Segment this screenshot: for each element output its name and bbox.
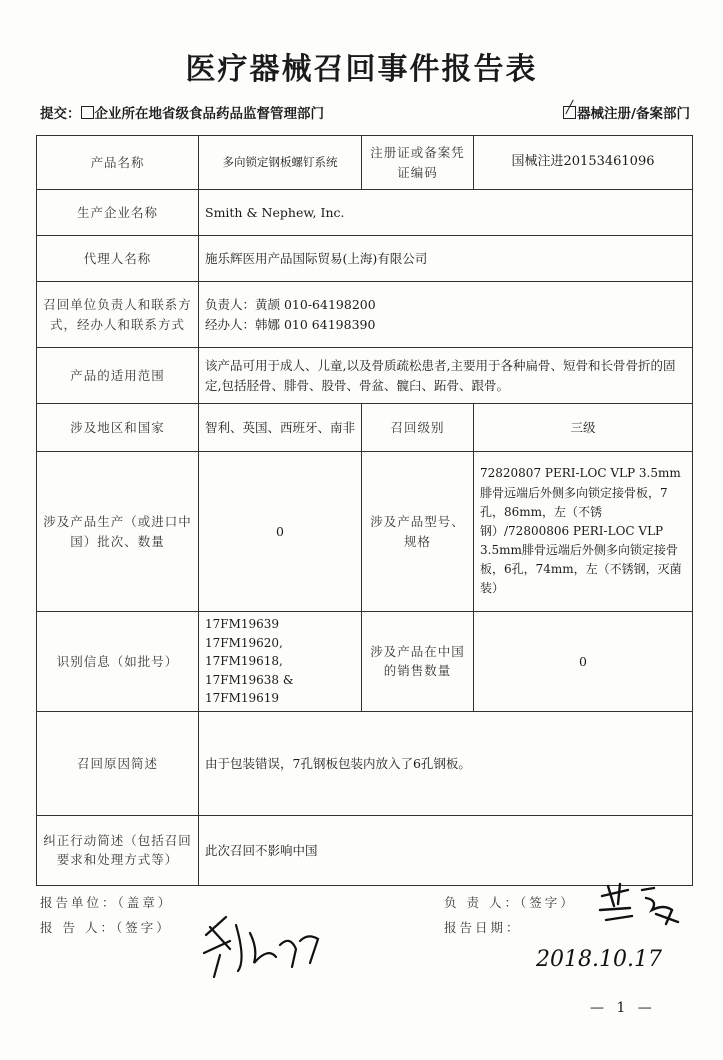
batch-label: 涉及产品生产（或进口中国）批次、数量: [37, 452, 199, 612]
product-name-label: 产品名称: [37, 136, 199, 190]
registration-value: 国械注进20153461096: [474, 136, 693, 190]
contact-handler: 经办人：韩娜 010 64198390: [205, 316, 376, 332]
handwritten-date-image: [530, 930, 670, 990]
submit-option-registration-wrap: [563, 102, 690, 122]
reason-value: 由于包装错误，7孔钢板包装内放入了6孔钢板。: [199, 711, 693, 815]
batch-value: 0: [199, 452, 362, 612]
report-date-label: 报告日期：: [444, 920, 522, 935]
recall-level-value: 三级: [474, 404, 693, 452]
agent-value: 施乐辉医用产品国际贸易(上海)有限公司: [199, 236, 693, 282]
recall-report-table: [36, 135, 693, 886]
scope-label: 产品的适用范围: [37, 348, 199, 404]
submit-option-registration: 器械注册/备案部门: [577, 106, 690, 122]
identification-value: 17FM19639 17FM19620, 17FM19618, 17FM19638 & 17FM19619: [199, 612, 362, 712]
agent-label: 代理人名称: [37, 236, 199, 282]
contact-label: 召回单位负责人和联系方式，经办人和联系方式: [37, 282, 199, 348]
product-name-value: 多向锁定钢板螺钉系统: [199, 136, 362, 190]
reporter-label: 报 告 人：（签字）: [40, 920, 172, 935]
identification-label: 识别信息（如批号）: [37, 612, 199, 712]
recall-level-label: 召回级别: [362, 404, 474, 452]
submit-line: [40, 102, 690, 122]
action-label: 纠正行动简述（包括召回要求和处理方式等）: [37, 815, 199, 885]
model-value: 72820807 PERI-LOC VLP 3.5mm腓骨远端后外侧多向锁定接骨板，7孔，86mm，左（不锈钢）/72800806 PERI-LOC VLP 3.5mm腓骨远端后外侧多向锁定接骨板，6孔，74mm，左（不锈钢，灭菌装）: [474, 452, 693, 612]
contact-responsible: 负责人：黄颉 010-64198200: [205, 297, 376, 313]
region-label: 涉及地区和国家: [37, 404, 199, 452]
reporter-signature-image: [196, 905, 326, 980]
checkbox-registration[interactable]: [563, 106, 576, 119]
submit-option-province: 企业所在地省级食品药品监督管理部门: [94, 106, 324, 122]
region-value: 智利、英国、西班牙、南非: [199, 404, 362, 452]
responsible-signature-image: [594, 880, 684, 930]
submit-label: 提交：: [40, 106, 81, 122]
action-value: 此次召回不影响中国: [199, 815, 693, 885]
checkbox-province[interactable]: [81, 106, 94, 119]
page-title: 医疗器械召回事件报告表: [185, 52, 538, 87]
china-quantity-value: 0: [474, 612, 693, 712]
model-label: 涉及产品型号、规格: [362, 452, 474, 612]
registration-label: 注册证或备案凭证编码: [362, 136, 474, 190]
contact-value: [199, 282, 693, 348]
reason-label: 召回原因简述: [37, 711, 199, 815]
manufacturer-value: Smith & Nephew, Inc.: [199, 190, 693, 236]
scope-value: 该产品可用于成人、儿童,以及骨质疏松患者,主要用于各种扁骨、短骨和长骨骨折的固定,包括胫骨、腓骨、股骨、骨盆、髋臼、跖骨、跟骨。: [199, 348, 693, 404]
responsible-label: 负 责 人：（签字）: [444, 895, 576, 910]
page-number: — 1 —: [590, 1000, 656, 1016]
china-quantity-label: 涉及产品在中国的销售数量: [362, 612, 474, 712]
handwritten-date-text: 2018.10.17: [536, 947, 662, 972]
report-unit-label: 报告单位：（盖章）: [40, 895, 174, 910]
manufacturer-label: 生产企业名称: [37, 190, 199, 236]
